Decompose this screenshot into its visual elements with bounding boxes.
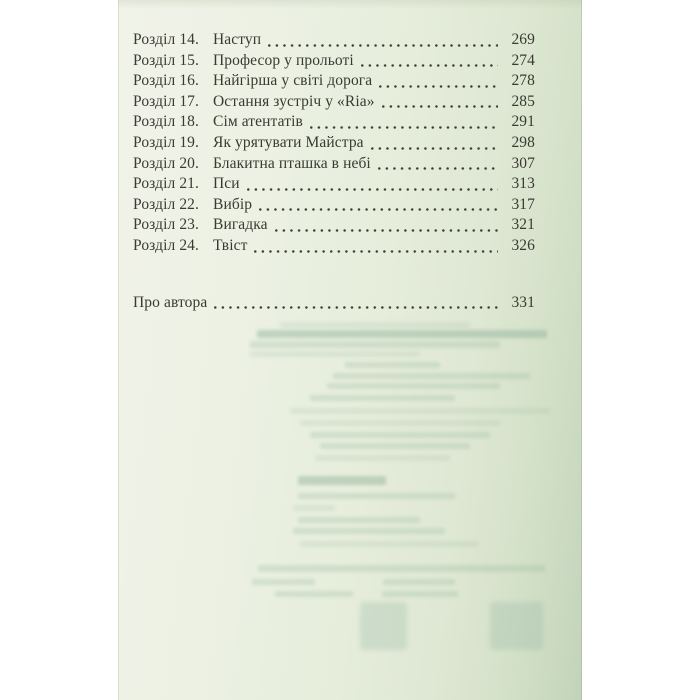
bleed-through-mark [293, 528, 445, 534]
toc-row [133, 133, 535, 154]
toc-row [133, 154, 535, 175]
chapter-title: Сім атентатів [213, 113, 303, 131]
chapter-label: Розділ 17. [133, 92, 200, 110]
toc-row [133, 215, 535, 236]
toc-row [133, 30, 535, 51]
page-number: 326 [511, 236, 535, 254]
dot-leader [379, 85, 498, 88]
chapter-label: Розділ 24. [133, 236, 200, 254]
dot-leader [310, 126, 498, 129]
bleed-through-mark [298, 493, 455, 499]
dot-leader [382, 105, 498, 108]
chapter-title: Вибір [213, 195, 253, 213]
chapter-title: Наступ [213, 31, 262, 48]
page-number: 291 [511, 113, 535, 131]
chapter-title: Як урятувати Майстра [213, 133, 364, 151]
page-number: 331 [511, 293, 535, 311]
toc-row [133, 92, 535, 113]
bleed-through-mark [298, 476, 386, 485]
chapter-title: Остання зустріч у «Ria» [213, 92, 375, 110]
toc-row [133, 236, 535, 257]
chapter-label: Розділ 21. [133, 175, 200, 193]
dot-leader [247, 188, 498, 191]
chapter-title: Твіст [213, 236, 248, 254]
chapter-title: Професор у прольоті [213, 51, 354, 69]
page-number: 298 [511, 133, 535, 151]
bleed-through-mark [382, 591, 458, 597]
bleed-through-mark [275, 591, 353, 597]
bleed-through-mark [300, 420, 500, 426]
bleed-through-mark [360, 602, 407, 650]
page-number: 317 [511, 195, 535, 213]
bleed-through-mark [258, 565, 545, 572]
dot-leader [268, 44, 498, 47]
bleed-through-mark [290, 408, 550, 414]
section-title: Про автора [133, 293, 208, 311]
dot-leader [371, 147, 498, 150]
chapter-label: Розділ 19. [133, 133, 200, 151]
book-page [118, 0, 582, 700]
chapter-label: Розділ 18. [133, 113, 200, 131]
bleed-through-mark [315, 455, 450, 461]
bleed-through-mark [250, 341, 500, 348]
toc-row-about-author [133, 293, 535, 314]
dot-leader [214, 306, 498, 309]
bleed-through-mark [333, 373, 530, 379]
toc-row [133, 174, 535, 195]
page-number: 321 [511, 216, 535, 234]
page-number: 278 [511, 72, 535, 90]
chapter-title: Пси [213, 175, 240, 193]
page-number: 269 [511, 31, 535, 48]
toc-row [133, 195, 535, 216]
bleed-through-mark [327, 383, 500, 389]
chapter-label: Розділ 22. [133, 195, 200, 213]
chapter-label: Розділ 20. [133, 154, 200, 172]
bleed-through-mark [293, 505, 335, 511]
bleed-through-mark [310, 432, 490, 438]
page-number: 307 [511, 154, 535, 172]
bleed-through-mark [257, 330, 547, 338]
toc-row [133, 71, 535, 92]
page-number: 313 [511, 175, 535, 193]
chapter-label: Розділ 14. [133, 31, 200, 48]
bleed-through-mark [490, 602, 543, 650]
chapter-title: Найгірша у світі дорога [213, 72, 373, 90]
chapter-label: Розділ 23. [133, 216, 200, 234]
chapter-label: Розділ 15. [133, 51, 200, 69]
chapter-label: Розділ 16. [133, 72, 200, 90]
bleed-through-mark [300, 541, 478, 547]
bleed-through-mark [345, 362, 440, 368]
bleed-through-mark [383, 579, 455, 585]
bleed-through-mark [310, 395, 455, 401]
dot-leader [378, 167, 498, 170]
chapter-title: Вигадка [213, 216, 268, 234]
dot-leader [254, 250, 498, 253]
table-of-contents [133, 30, 535, 313]
dot-leader [361, 64, 498, 67]
bleed-through-mark [298, 517, 420, 523]
toc-row [133, 51, 535, 72]
bleed-through-mark [320, 443, 470, 449]
dot-leader [259, 208, 498, 211]
toc-row [133, 112, 535, 133]
dot-leader [275, 229, 498, 232]
toc-chapter-list [133, 30, 535, 257]
page-number: 285 [511, 92, 535, 110]
bleed-through-mark [280, 322, 470, 328]
bleed-through-mark [252, 579, 315, 585]
bleed-through-mark [250, 351, 420, 357]
page-number: 274 [511, 51, 535, 69]
chapter-title: Блакитна пташка в небі [213, 154, 371, 172]
